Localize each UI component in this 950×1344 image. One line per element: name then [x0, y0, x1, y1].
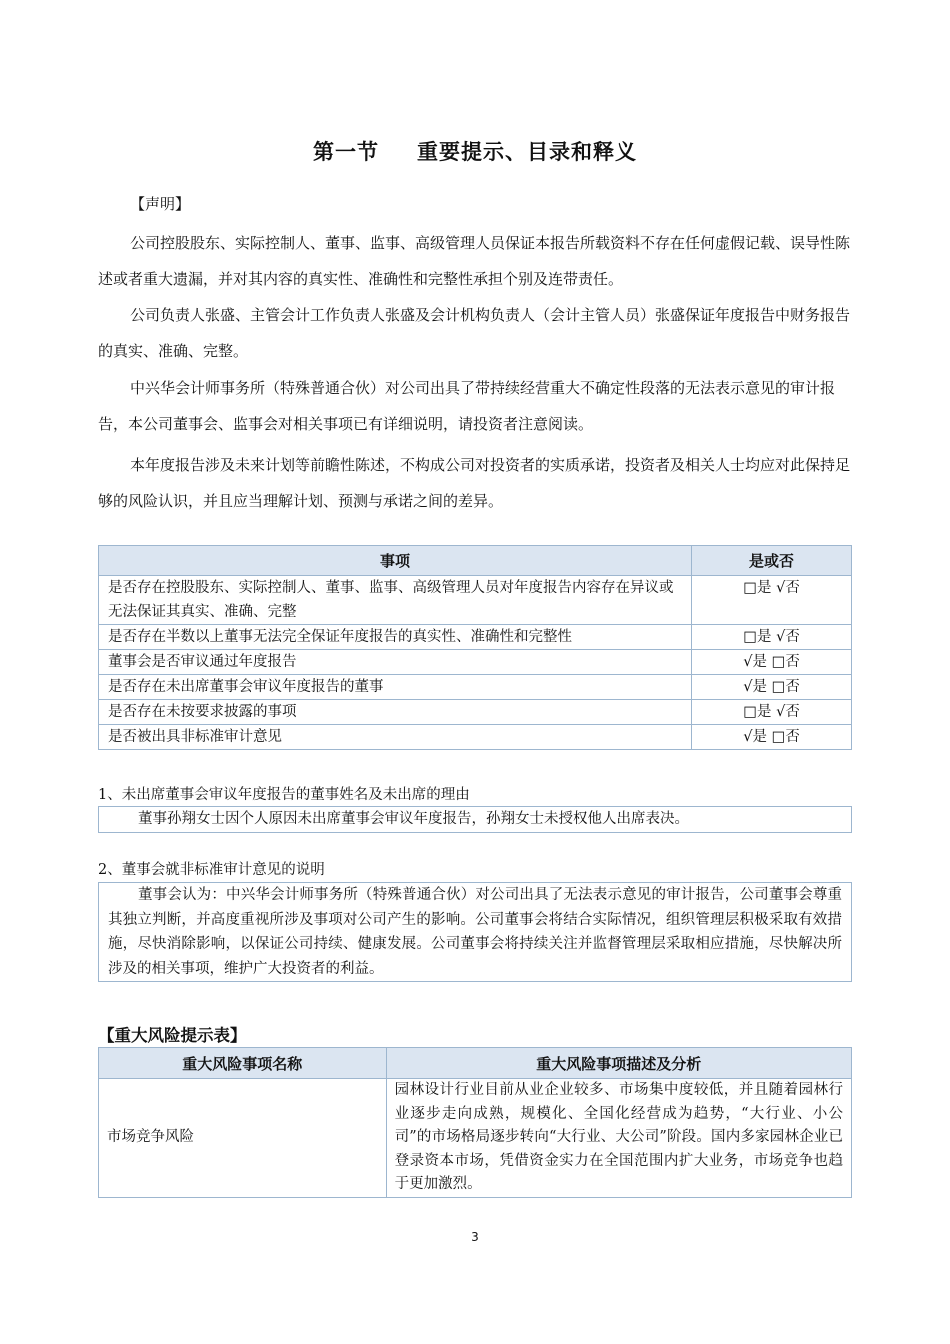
- matter-item: 是否被出具非标准审计意见: [99, 725, 692, 750]
- declaration-paragraph: 公司控股股东、实际控制人、董事、监事、高级管理人员保证本报告所载资料不存在任何虚假记载、误导性陈述或者重大遗漏，并对其内容的真实性、准确性和完整性承担个别及连带责任。: [98, 234, 851, 288]
- table-header-row: [99, 1048, 852, 1079]
- section-title: [0, 136, 950, 166]
- declaration-paragraph: 公司负责人张盛、主管会计工作负责人张盛及会计机构负责人（会计主管人员）张盛保证年度报告中财务报告的真实、准确、完整。: [98, 306, 851, 360]
- table-row: [99, 1079, 852, 1198]
- matter-answer: √是 □否: [692, 725, 852, 750]
- matter-item: 是否存在半数以上董事无法完全保证年度报告的真实性、准确性和完整性: [99, 625, 692, 650]
- matter-item: 是否存在未出席董事会审议年度报告的董事: [99, 675, 692, 700]
- declaration-paragraph: 中兴华会计师事务所（特殊普通合伙）对公司出具了带持续经营重大不确定性段落的无法表示意见的审计报告，本公司董事会、监事会对相关事项已有详细说明，请投资者注意阅读。: [98, 379, 836, 433]
- risk-description: 园林设计行业目前从业企业较多、市场集中度较低，并且随着园林行业逐步走向成熟，规模化、全国化经营成为趋势，“大行业、小公司”的市场格局逐步转向“大行业、大公司”阶段。国内多家园林企业已登录资本市场，凭借资金实力在全国范围内扩大业务，市场竞争也趋于更加激烈。: [386, 1079, 851, 1198]
- table-row: [99, 625, 852, 650]
- risk-name: 市场竞争风险: [99, 1079, 387, 1198]
- note1-text: 董事孙翔女士因个人原因未出席董事会审议年度报告，孙翔女士未授权他人出席表决。: [98, 806, 852, 833]
- table-row: [99, 725, 852, 750]
- header-risk-description: 重大风险事项描述及分析: [386, 1048, 851, 1079]
- declaration-heading: 【声明】: [130, 195, 191, 213]
- header-item: 事项: [99, 546, 692, 576]
- section-title-text: 重要提示、目录和释义: [417, 140, 637, 164]
- matter-answer: √是 □否: [692, 650, 852, 675]
- table-row: [99, 675, 852, 700]
- declaration-paragraph: 本年度报告涉及未来计划等前瞻性陈述，不构成公司对投资者的实质承诺，投资者及相关人士均应对此保持足够的风险认识，并且应当理解计划、预测与承诺之间的差异。: [98, 456, 851, 510]
- table-row: [99, 576, 852, 625]
- table-header-row: [99, 546, 852, 576]
- header-answer: 是或否: [692, 546, 852, 576]
- matter-item: 是否存在控股股东、实际控制人、董事、监事、高级管理人员对年度报告内容存在异议或无法保证其真实、准确、完整: [99, 576, 692, 625]
- note2-text: 董事会认为：中兴华会计师事务所（特殊普通合伙）对公司出具了无法表示意见的审计报告，公司董事会尊重其独立判断，并高度重视所涉及事项对公司产生的影响。公司董事会将结合实际情况，组织管理层积极采取有效措施，尽快消除影响，以保证公司持续、健康发展。公司董事会将持续关注并监督管理层采取相应措施，尽快解决所涉及的相关事项，维护广大投资者的利益。: [98, 882, 852, 982]
- matter-answer: √是 □否: [692, 675, 852, 700]
- matter-item: 是否存在未按要求披露的事项: [99, 700, 692, 725]
- table-row: [99, 700, 852, 725]
- header-risk-name: 重大风险事项名称: [99, 1048, 387, 1079]
- page-number: 3: [471, 1230, 479, 1244]
- note1-heading: 1、未出席董事会审议年度报告的董事姓名及未出席的理由: [98, 787, 470, 803]
- matter-answer: □是 √否: [692, 700, 852, 725]
- matter-item: 董事会是否审议通过年度报告: [99, 650, 692, 675]
- note2-heading: 2、董事会就非标准审计意见的说明: [98, 862, 325, 878]
- matters-table: [98, 545, 852, 750]
- matter-answer: □是 √否: [692, 576, 852, 625]
- risk-table-heading: 【重大风险提示表】: [98, 1026, 247, 1045]
- matter-answer: □是 √否: [692, 625, 852, 650]
- risk-table: [98, 1047, 852, 1198]
- table-row: [99, 650, 852, 675]
- section-number: 第一节: [313, 140, 379, 164]
